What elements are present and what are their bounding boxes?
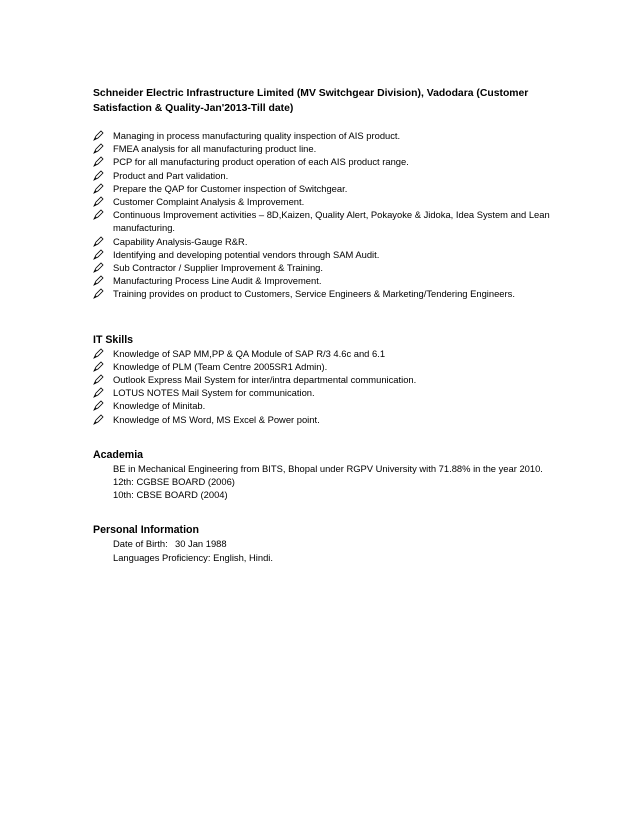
list-item: LOTUS NOTES Mail System for communication.: [93, 386, 563, 399]
list-item: Customer Complaint Analysis & Improvement.: [93, 195, 563, 208]
experience-heading: Schneider Electric Infrastructure Limited (MV Switchgear Division), Vadodara (Customer Satisfaction & Quality-Jan'2013-Till date): [93, 88, 529, 114]
list-item: Manufacturing Process Line Audit & Improvement.: [93, 274, 563, 287]
list-item: Knowledge of MS Word, MS Excel & Power point.: [93, 413, 563, 426]
academia-line: 12th: CGBSE BOARD (2006): [113, 476, 235, 488]
pen-nib-icon: [93, 249, 104, 260]
list-item: Managing in process manufacturing quality inspection of AIS product.: [93, 129, 563, 142]
experience-list: [93, 129, 563, 301]
pen-nib-icon: [93, 361, 104, 372]
pen-nib-icon: [93, 196, 104, 207]
list-item: Knowledge of SAP MM,PP & QA Module of SAP R/3 4.6c and 6.1: [93, 347, 563, 360]
pen-nib-icon: [93, 414, 104, 425]
list-item: Prepare the QAP for Customer inspection of Switchgear.: [93, 182, 563, 195]
list-item: PCP for all manufacturing product operation of each AIS product range.: [93, 155, 563, 168]
it-skills-title: IT Skills: [93, 333, 134, 346]
resume-page: [93, 86, 563, 564]
list-item: Product and Part validation.: [93, 169, 563, 182]
academia-title: Academia: [93, 448, 144, 461]
pen-nib-icon: [93, 387, 104, 398]
pen-nib-icon: [93, 156, 104, 167]
personal-info-title: Personal Information: [93, 524, 199, 537]
academia-line: 10th: CBSE BOARD (2004): [113, 489, 228, 501]
pen-nib-icon: [93, 209, 104, 220]
pen-nib-icon: [93, 236, 104, 247]
pen-nib-icon: [93, 143, 104, 154]
pen-nib-icon: [93, 374, 104, 385]
list-item: Identifying and developing potential vendors through SAM Audit.: [93, 248, 563, 261]
languages-line: Languages Proficiency: English, Hindi.: [113, 551, 273, 563]
list-item: Sub Contractor / Supplier Improvement & Training.: [93, 261, 563, 274]
list-item: Outlook Express Mail System for inter/intra departmental communication.: [93, 373, 563, 386]
list-item: Capability Analysis-Gauge R&R.: [93, 235, 563, 248]
list-item: Continuous Improvement activities – 8D,Kaizen, Quality Alert, Pokayoke & Jidoka, Idea System and Lean manufacturing.: [93, 208, 563, 234]
pen-nib-icon: [93, 183, 104, 194]
academia-line: BE in Mechanical Engineering from BITS, Bhopal under RGPV University with 71.88% in the year 2010.: [113, 462, 543, 474]
dob-value: 30 Jan 1988: [175, 538, 227, 550]
list-item: FMEA analysis for all manufacturing product line.: [93, 142, 563, 155]
date-of-birth-row: [93, 537, 563, 550]
pen-nib-icon: [93, 130, 104, 141]
pen-nib-icon: [93, 170, 104, 181]
pen-nib-icon: [93, 288, 104, 299]
list-item: Knowledge of Minitab.: [93, 399, 563, 412]
list-item: Knowledge of PLM (Team Centre 2005SR1 Admin).: [93, 360, 563, 373]
list-item: Training provides on product to Customers, Service Engineers & Marketing/Tendering Engineers.: [93, 287, 563, 300]
pen-nib-icon: [93, 400, 104, 411]
dob-label: Date of Birth:: [113, 538, 168, 550]
pen-nib-icon: [93, 262, 104, 273]
pen-nib-icon: [93, 275, 104, 286]
it-skills-list: [93, 347, 563, 426]
pen-nib-icon: [93, 348, 104, 359]
